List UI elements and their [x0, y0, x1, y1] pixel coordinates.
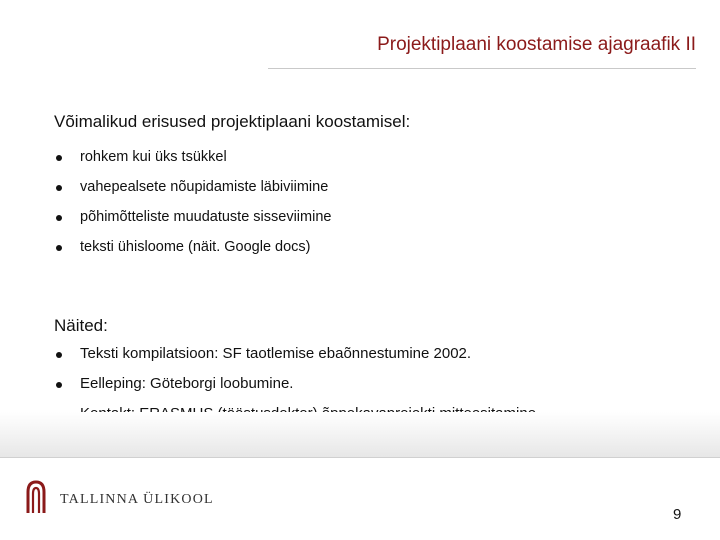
bullet-dot-icon [56, 155, 62, 161]
list-item-text: teksti ühisloome (näit. Google docs) [80, 239, 311, 255]
section-heading-differences: Võimalikud erisused projektiplaani koostamisel: [54, 112, 411, 131]
section-heading-examples: Näited: [54, 316, 108, 335]
logo-wordmark: TALLINNA ÜLIKOOL [60, 492, 214, 507]
bullet-dot-icon [56, 245, 62, 251]
list-item-text: Teksti kompilatsioon: SF taotlemise ebaõnnestumine 2002. [80, 345, 472, 362]
tallinn-university-logo-icon [26, 480, 46, 514]
bullet-dot-icon [56, 352, 62, 358]
list-item-text: Eelleping: Göteborgi loobumine. [80, 375, 294, 392]
slide-title: Projektiplaani koostamise ajagraafik II [377, 34, 696, 55]
bullet-list-differences [54, 142, 331, 262]
footer-divider [0, 457, 720, 458]
title-divider [268, 68, 696, 69]
page-number: 9 [673, 506, 682, 523]
footer-band [0, 412, 720, 458]
list-item [54, 339, 540, 369]
list-item [54, 172, 331, 202]
list-item [54, 232, 331, 262]
bullet-dot-icon [56, 185, 62, 191]
list-item [54, 369, 540, 399]
list-item-text: vahepealsete nõupidamiste läbiviimine [80, 179, 329, 195]
bullet-dot-icon [56, 215, 62, 221]
list-item-text: põhimõtteliste muudatuste sisseviimine [80, 209, 332, 225]
bullet-dot-icon [56, 382, 62, 388]
list-item-text: rohkem kui üks tsükkel [80, 149, 227, 165]
list-item [54, 142, 331, 172]
list-item [54, 202, 331, 232]
